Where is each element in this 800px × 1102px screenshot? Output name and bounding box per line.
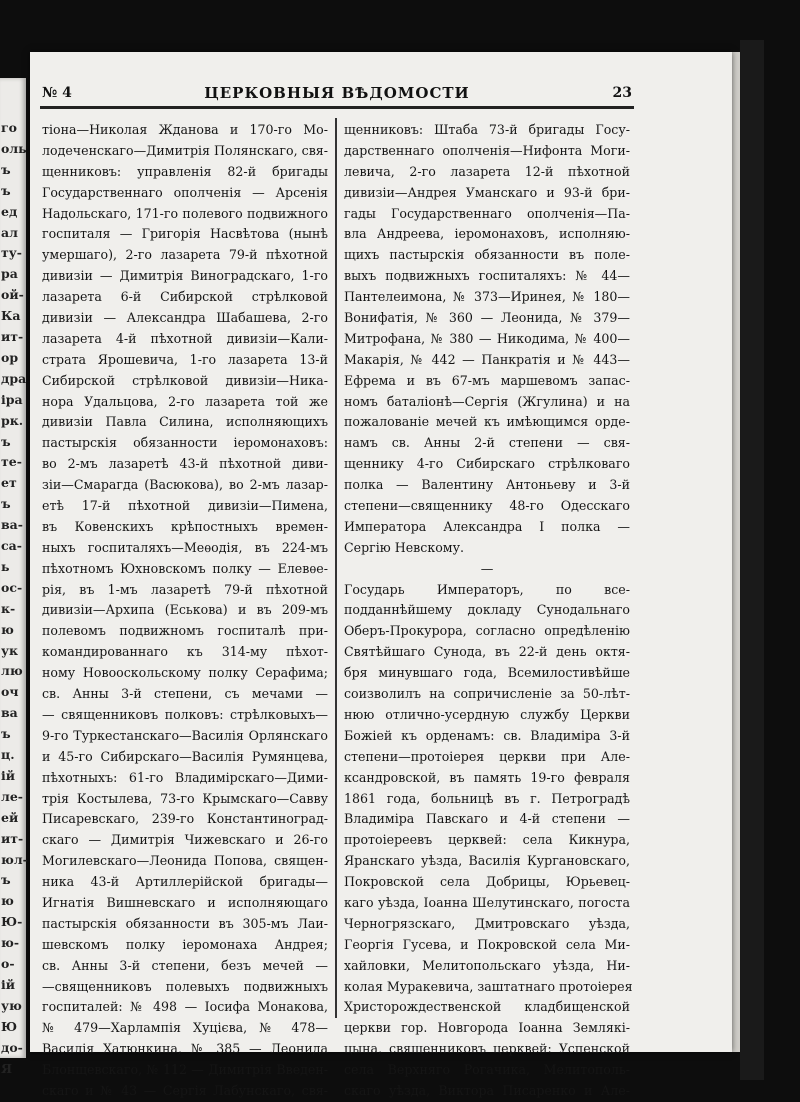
text-line: Писаревскаго, 239-го Константиноград-	[42, 811, 328, 827]
text-line: — священниковъ полковъ: стрѣлковыхъ—	[42, 706, 328, 722]
text-line: пожалованіе мечей къ имѣющимся орде-	[344, 414, 630, 430]
previous-page-fragment: ій	[1, 767, 16, 783]
text-line: 9-го Туркестанскаго—Василія Орлянскаго	[42, 727, 328, 743]
text-line: бря минувшаго года, Всемилостивѣйше	[344, 665, 630, 681]
previous-page-fragment: ъ	[1, 496, 11, 512]
right-text-column	[344, 120, 633, 1102]
text-line: рія, въ 1-мъ лазаретѣ 79-й пѣхотной	[42, 581, 328, 597]
text-line: Ефрема и въ 67-мъ маршевомъ запас-	[344, 372, 630, 388]
previous-page-fragment: іра	[1, 391, 23, 407]
text-line: зіи—Смарагда (Васюкова), во 2-мъ лазар-	[42, 477, 328, 493]
previous-page-fragment: Ю	[1, 1018, 18, 1034]
text-line: каго уѣзда, Іоанна Шелутинскаго, погоста	[344, 894, 630, 910]
previous-page-fragment: ю	[1, 621, 14, 637]
previous-page-fragment: ос-	[1, 579, 23, 595]
document-page	[30, 52, 732, 1098]
previous-page-fragment: дра	[1, 370, 27, 386]
text-line: Черногрязскаго, Дмитровскаго уѣзда,	[344, 915, 630, 931]
text-line: Пантелеимона, № 373—Иринея, № 180—	[344, 289, 630, 305]
text-line: гады Государственнаго ополченія—Па-	[344, 205, 630, 221]
previous-page-fragment: ю-	[1, 935, 20, 951]
text-line: Могилевскаго—Леонида Попова, священ-	[42, 853, 328, 869]
previous-page-fragment: ъ	[1, 182, 11, 198]
previous-page-fragment: о-	[1, 956, 15, 971]
text-line: 1861 года, больницѣ въ г. Петроградѣ	[344, 790, 630, 806]
previous-page-fragment: ую	[1, 997, 22, 1013]
text-line: пѣхотныхъ: 61-го Владимірскаго—Дими-	[42, 769, 328, 785]
text-line: Владиміра Павскаго и 4-й степени —	[344, 811, 630, 827]
text-line: № 479—Харлампія Хуцієва, № 478—	[42, 1020, 328, 1036]
issue-number: № 4	[42, 85, 72, 101]
text-line: номъ баталіонѣ—Сергія (Жгулина) и на	[344, 393, 630, 409]
text-line: Государственнаго ополченія — Арсенія	[42, 184, 328, 200]
previous-page-fragment: ъ	[1, 872, 11, 888]
text-line: етѣ 17-й пѣхотной дивизіи—Пимена,	[42, 498, 328, 514]
previous-page-fragment: ле-	[1, 788, 23, 804]
book-binding	[740, 40, 764, 1080]
text-line: полка — Валентину Антоньеву и 3-й	[344, 477, 630, 493]
text-line: цына, священниковъ церквей: Успенской	[344, 1041, 630, 1057]
previous-page-fragment: ра	[1, 266, 18, 282]
page-number: 23	[612, 85, 632, 101]
column-divider	[335, 118, 337, 1018]
text-line: —священниковъ полевыхъ подвижныхъ	[42, 978, 328, 994]
text-line: нюю отлично-усердную службу Церкви	[344, 706, 630, 722]
text-line: вла Андреева, іеромонаховъ, исполняю-	[344, 226, 630, 242]
previous-page-fragment: ит-	[1, 830, 24, 846]
text-line: подданнѣйшему докладу Сунодальнаго	[344, 602, 630, 618]
text-line: ному Новооскольскому полку Серафима;	[42, 665, 328, 681]
text-line: Покровской села Добрицы, Юрьевец-	[344, 874, 630, 890]
text-line: во 2-мъ лазаретѣ 43-й пѣхотной диви-	[42, 456, 328, 472]
text-line: дивизіи—Андрея Уманскаго и 93-й бри-	[344, 184, 630, 200]
text-line: хайловки, Мелитопольскаго уѣзда, Ни-	[344, 957, 630, 973]
previous-page-fragment: ъ	[1, 726, 11, 742]
text-line: ксандровской, въ память 19-го февраля	[344, 769, 630, 785]
text-line: лодеченскаго—Димитрія Полянскаго, свя-	[42, 142, 328, 158]
previous-page-fragment: лю	[1, 663, 23, 679]
text-line: намъ св. Анны 2-й степени — свя-	[344, 435, 630, 451]
text-line: Божіей къ орденамъ: св. Владиміра 3-й	[344, 727, 630, 743]
page-header	[42, 82, 632, 106]
previous-page-fragment: те-	[1, 454, 22, 470]
previous-page-fragment: ъ	[1, 433, 11, 449]
text-line: ныхъ госпиталяхъ—Меѳодія, въ 224-мъ	[42, 539, 328, 555]
text-line: Святѣйшаго Сунода, въ 22-й день октя-	[344, 644, 630, 660]
text-line: Оберъ-Прокурора, согласно опредѣленію	[344, 623, 630, 639]
text-line: нора Удальцова, 2-го лазарета той же	[42, 393, 328, 409]
text-line: госпиталей: № 498 — Іосифа Монакова,	[42, 999, 328, 1015]
text-line: командированнаго къ 314-му пѣхот-	[42, 644, 328, 660]
text-line: Государь Императоръ, по все-	[344, 581, 630, 597]
text-line: протоіереевъ церквей: села Кикнура,	[344, 832, 630, 848]
previous-page-fragment: Ка	[1, 308, 21, 324]
header-rule	[40, 106, 634, 109]
text-line: полевомъ подвижномъ госпиталѣ при-	[42, 623, 328, 639]
text-line: выхъ подвижныхъ госпиталяхъ: № 44—	[344, 268, 630, 284]
text-line: и 45-го Сибирскаго—Василія Румянцева,	[42, 748, 328, 764]
text-line: Императора Александра I полка —	[344, 518, 630, 534]
text-line: скаго уѣзда, Виктора Писаренко и Але-	[344, 1082, 630, 1098]
text-line: дивизіи—Архипа (Еськова) и въ 209-мъ	[42, 602, 328, 618]
text-line: страта Ярошевича, 1-го лазарета 13-й	[42, 351, 328, 367]
text-line: лазарета 6-й Сибирской стрѣлковой	[42, 289, 328, 305]
text-line: церкви гор. Новгорода Іоанна Землякі-	[344, 1020, 630, 1036]
previous-page-fragment: ор	[1, 349, 19, 365]
text-line: лазарета 4-й пѣхотной дивизіи—Кали-	[42, 330, 328, 346]
previous-page-fragment: ой-	[1, 287, 24, 303]
text-line: Василія Хатюнкина, № 385 — Леонида	[42, 1041, 328, 1057]
text-line: ника 43-й Артиллерійской бригады—	[42, 874, 328, 890]
text-line: тіона—Николая Жданова и 170-го Мо-	[42, 122, 328, 137]
left-text-column	[42, 120, 328, 1102]
text-line: левича, 2-го лазарета 12-й пѣхотной	[344, 163, 630, 179]
text-line: Яранскаго уѣзда, Василія Кургановскаго,	[344, 853, 630, 869]
text-line: св. Анны 3-й степени, безъ мечей —	[42, 957, 328, 973]
previous-page-fragment: Я	[1, 1060, 13, 1076]
text-line: щихъ пастырскія обязанности въ поле-	[344, 247, 630, 263]
text-line: Вонифатія, № 360 — Леонида, № 379—	[344, 310, 630, 326]
text-line: Макарія, № 442 — Панкратія и № 443—	[344, 351, 630, 367]
text-line: щенниковъ: управленія 82-й бригады	[42, 163, 328, 179]
text-line: Блонщевскаго, № 112 — Димитрія Введен-	[42, 1062, 328, 1078]
text-line: соизволилъ на сопричисленіе за 50-лѣт-	[344, 686, 630, 702]
previous-page-fragment: ал	[1, 224, 18, 240]
text-line: дивизіи Павла Силина, исполняющихъ	[42, 414, 328, 430]
previous-page-fragment: ту-	[1, 245, 22, 261]
text-line: Игнатія Вишневскаго и исполняющаго	[42, 894, 328, 910]
journal-title: ЦЕРКОВНЫЯ ВѢДОМОСТИ	[204, 84, 470, 102]
previous-page-fragment: до-	[1, 1039, 23, 1055]
text-line: Христорождественской кладбищенской	[344, 999, 630, 1015]
previous-page-fragment: ук	[1, 642, 19, 658]
previous-page-fragment: ій	[1, 976, 16, 992]
previous-page-fragment: ъ	[1, 161, 11, 177]
text-line: степени—священнику 48-го Одесскаго	[344, 498, 630, 514]
text-line: дивизіи — Александра Шабашева, 2-го	[42, 310, 328, 326]
text-line: щеннику 4-го Сибирскаго стрѣлковаго	[344, 456, 630, 472]
text-line: св. Анны 3-й степени, съ мечами —	[42, 686, 328, 702]
text-line: скаго и № 43 — Сергія Лабунскаго, свя-	[42, 1082, 328, 1098]
previous-page-fragment: ей	[1, 809, 19, 825]
text-line: Сибирской стрѣлковой дивизіи—Ника-	[42, 372, 328, 388]
text-line: умершаго), 2-го лазарета 79-й пѣхотной	[42, 247, 328, 263]
text-line: щенниковъ: Штаба 73-й бригады Госу-	[344, 122, 630, 137]
text-line: Сергію Невскому.	[344, 539, 464, 555]
text-line: трія Костылева, 73-го Крымскаго—Савву	[42, 790, 328, 806]
previous-page-fragment: Ю-	[1, 914, 23, 930]
previous-page-fragment: го	[1, 120, 17, 135]
text-line: Георгія Гусева, и Покровской села Ми-	[344, 936, 630, 952]
previous-page-edge	[0, 78, 28, 1076]
previous-page-fragment: ет	[1, 475, 17, 491]
previous-page-fragment: ва-	[1, 517, 23, 533]
text-line: степени—протоіерея церкви при Але-	[344, 748, 630, 764]
previous-page-fragment: к-	[1, 600, 16, 616]
text-line: въ Ковенскихъ крѣпостныхъ времен-	[42, 518, 328, 534]
previous-page-fragment: ю	[1, 893, 14, 909]
previous-page-fragment: ед	[1, 203, 18, 219]
previous-page-fragment: ва	[1, 705, 18, 721]
previous-page-fragment: оч	[1, 684, 19, 700]
previous-page-fragment: ит-	[1, 329, 24, 344]
text-line: пѣхотномъ Юхновскомъ полку — Елевѳе-	[42, 560, 328, 576]
text-line: дивизіи — Димитрія Виноградскаго, 1-го	[42, 268, 328, 284]
previous-page-fragment: оль	[1, 140, 27, 156]
text-line: шевскомъ полку іеромонаха Андрея;	[42, 936, 328, 952]
text-line: скаго — Димитрія Чижевскаго и 26-го	[42, 832, 328, 848]
previous-page-fragment: юл-	[1, 851, 28, 867]
text-line: пастырскія обязанности въ 305-мъ Лаи-	[42, 915, 328, 931]
previous-page-fragment: ь	[1, 558, 10, 574]
text-line: Митрофана, № 380 — Никодима, № 400—	[344, 330, 630, 346]
previous-page-fragment: ц.	[1, 747, 15, 762]
text-line: села Верхняго Рогачика, Мелитополь-	[344, 1062, 630, 1078]
text-line: Надольскаго, 171-го полевого подвижного	[42, 205, 328, 221]
text-line: дарственнаго ополченія—Нифонта Моги-	[344, 142, 630, 158]
text-line: пастырскія обязанности іеромонаховъ:	[42, 435, 328, 451]
text-line: —	[480, 560, 494, 576]
text-line: колая Муракевича, заштатнаго протоіерея	[344, 978, 633, 994]
text-line: госпиталя — Григорія Насвѣтова (нынѣ	[42, 226, 328, 242]
previous-page-fragment: са-	[1, 538, 22, 553]
previous-page-fragment: рк.	[1, 412, 24, 428]
